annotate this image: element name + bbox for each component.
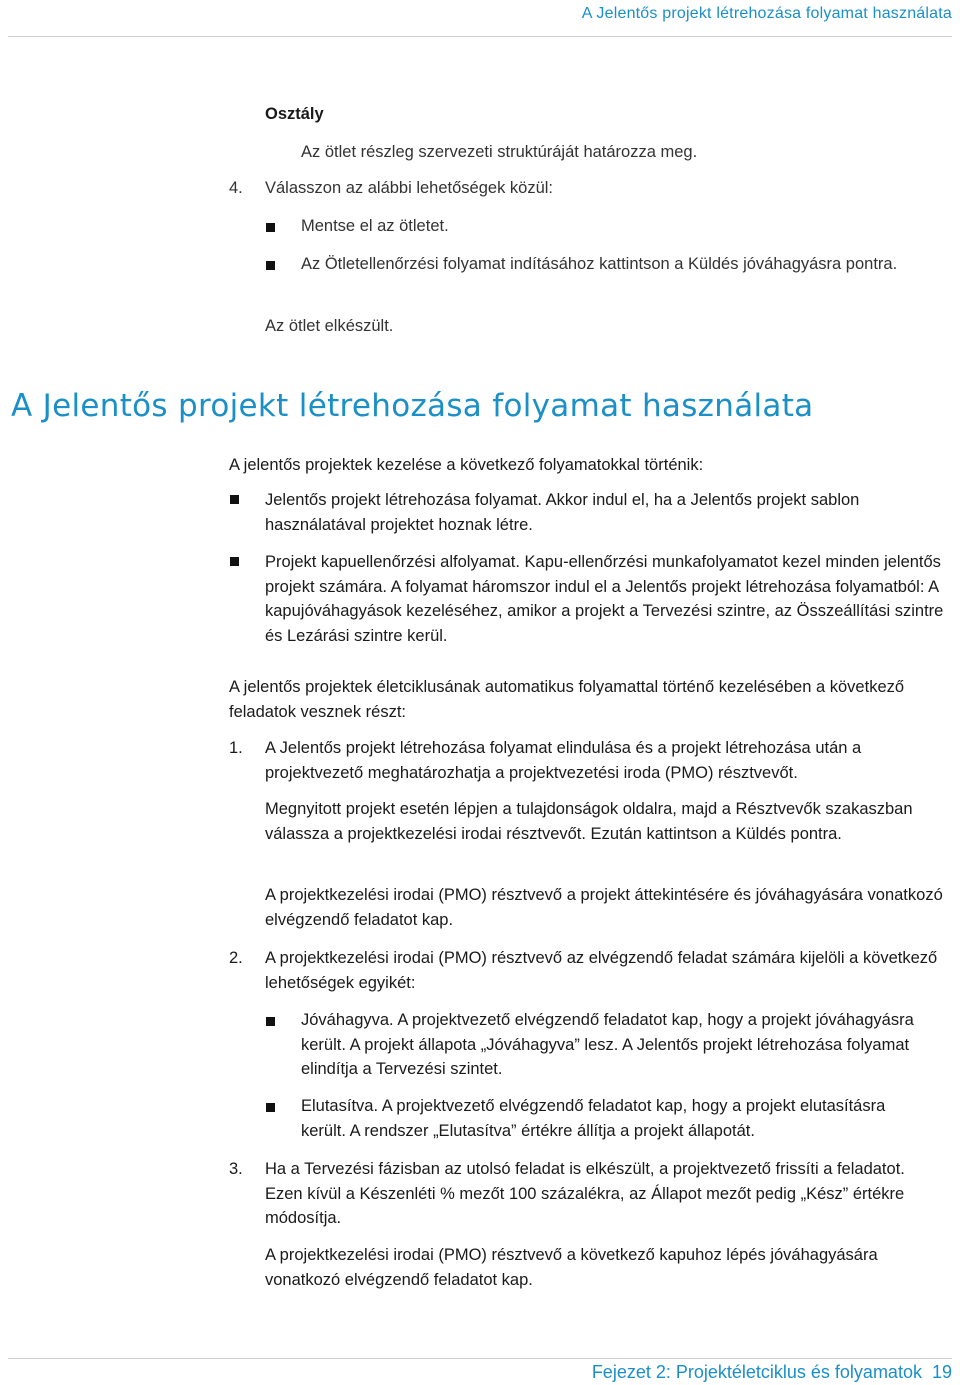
step-number: 2. (229, 949, 243, 967)
section-intro: A jelentős projektek kezelése a következő folyamatokkal történik: (229, 456, 704, 474)
step-text: A projektkezelési irodai (PMO) résztvevő az elvégzendő feladat számára kijelöli a következő lehetőségek egyikét: (265, 949, 938, 992)
page-footer (592, 1362, 952, 1383)
bullet-square-icon (230, 495, 239, 504)
step-number: 1. (229, 739, 243, 757)
step-detail: Megnyitott projekt esetén lépjen a tulajdonságok oldalra, majd a Résztvevők szakaszban válassza a projektkezelési irodai résztvevőt. Ezután kattintson a Küldés pontra. (265, 800, 913, 843)
chapter-title: Fejezet 2: Projektéletciklus és folyamatok (591, 1362, 922, 1382)
header-divider (8, 36, 952, 37)
section-heading: A Jelentős projekt létrehozása folyamat használata (11, 388, 814, 424)
bullet-item: Elutasítva. A projektvezető elvégzendő feladatot kap, hogy a projekt elutasításra került. A rendszer „Elutasítva” értékre állítja a projekt állapotát. (301, 1097, 886, 1140)
field-label-osztaly: Osztály (265, 105, 324, 123)
bullet-square-icon (266, 1103, 275, 1112)
bullet-square-icon (266, 261, 275, 270)
bullet-square-icon (266, 223, 275, 232)
field-description: Az ötlet részleg szervezeti struktúráját határozza meg. (301, 143, 698, 161)
step-text: Ha a Tervezési fázisban az utolsó feladat is elkészült, a projektvezető frissíti a feladatot. Ezen kívül a Készenléti % mezőt 100 százalékra, az Állapot mezőt pedig „Kész” értékre módosítja. (265, 1160, 905, 1227)
step-detail: A projektkezelési irodai (PMO) résztvevő a projekt áttekintésére és jóváhagyására vonatkozó elvégzendő feladatot kap. (265, 886, 943, 929)
step-number: 4. (229, 179, 243, 197)
bullet-item: Az Ötletellenőrzési folyamat indításához kattintson a Küldés jóváhagyásra pontra. (301, 255, 898, 273)
running-header: A Jelentős projekt létrehozása folyamat használata (581, 5, 952, 22)
bullet-item: Jelentős projekt létrehozása folyamat. Akkor indul el, ha a Jelentős projekt sablon használatával projektet hoznak létre. (265, 491, 860, 534)
result-text: Az ötlet elkészült. (265, 317, 394, 335)
bullet-item: Mentse el az ötletet. (301, 217, 449, 235)
bullet-square-icon (230, 557, 239, 566)
footer-divider (8, 1358, 952, 1359)
step-number: 3. (229, 1160, 243, 1178)
step-text: A Jelentős projekt létrehozása folyamat elindulása és a projekt létrehozása után a projektvezető meghatározhatja a projektvezetési iroda (PMO) résztvevőt. (265, 739, 862, 782)
bullet-item: Jóváhagyva. A projektvezető elvégzendő feladatot kap, hogy a projekt jóváhagyásra került. A projekt állapota „Jóváhagyva” lesz. A Jelentős projekt létrehozása folyamat elindítja a Tervezési szintet. (301, 1011, 914, 1078)
lifecycle-paragraph: A jelentős projektek életciklusának automatikus folyamattal történő kezelésében a következő feladatok vesznek részt: (229, 678, 905, 721)
step-detail: A projektkezelési irodai (PMO) résztvevő a következő kapuhoz lépés jóváhagyására vonatkozó elvégzendő feladatot kap. (265, 1246, 878, 1289)
bullet-item: Projekt kapuellenőrzési alfolyamat. Kapu-ellenőrzési munkafolyamatot kezel minden jelentős projekt számára. A folyamat háromszor indul el a Jelentős projekt létrehozása folyamatból: A kapujóváhagyások kezeléséhez, amikor a projekt a Tervezési szintre, az Összeállítási szintre és Lezárási szintre kerül. (265, 553, 944, 645)
step-text: Válasszon az alábbi lehetőségek közül: (265, 179, 554, 197)
page-number: 19 (931, 1362, 952, 1382)
bullet-square-icon (266, 1017, 275, 1026)
